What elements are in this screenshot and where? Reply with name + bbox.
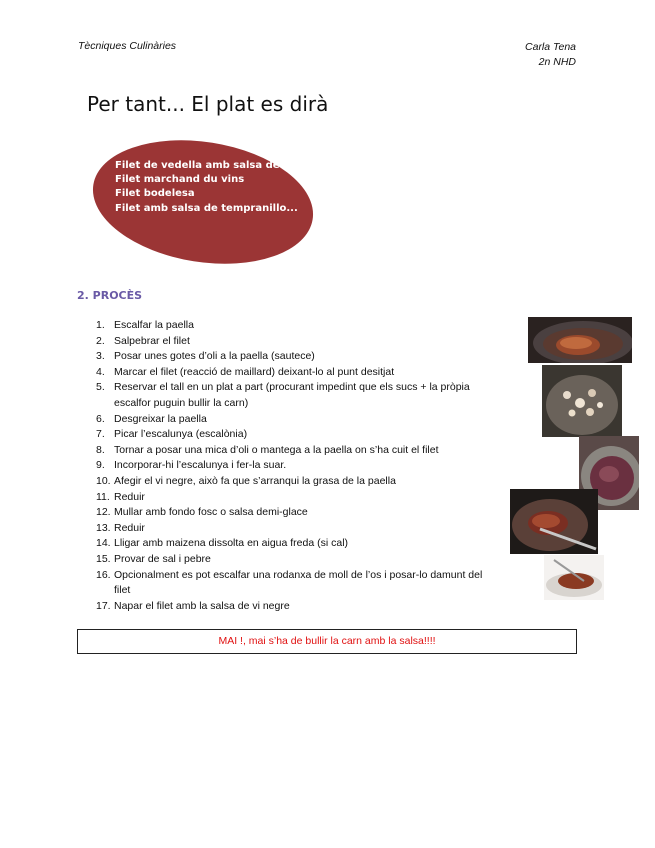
step-number: 3. <box>96 350 105 363</box>
step-text: Incorporar-hi l’escalunya i fer-la suar. <box>114 459 287 472</box>
step-number: 7. <box>96 428 105 441</box>
step-number: 10. <box>96 474 111 487</box>
step-item <box>96 552 496 568</box>
step-text: Napar el filet amb la salsa de vi negre <box>114 599 290 612</box>
step-item <box>96 536 496 552</box>
step-item <box>96 568 496 599</box>
step-number: 2. <box>96 334 105 347</box>
dish-name: Filet amb salsa de tempranillo... <box>115 202 298 214</box>
step-text: Afegir el vi negre, això fa que s’arranqui la grasa de la paella <box>114 474 396 487</box>
step-number: 1. <box>96 319 105 331</box>
step-text: Reservar el tall en un plat a part (procurant impedint que els sucs + la pròpia escalfor puguin bullir la carn) <box>114 381 470 409</box>
step-text: Opcionalment es pot escalfar una rodanxa de moll de l’os i posar-lo damunt del filet <box>114 568 483 597</box>
step-number: 13. <box>96 521 111 534</box>
step-item <box>96 365 496 381</box>
step-item <box>96 380 496 411</box>
step-number: 6. <box>96 412 105 425</box>
process-steps <box>96 318 496 614</box>
dish-names-list <box>115 159 298 216</box>
step-text: Escalfar la paella <box>114 319 194 331</box>
step-item <box>96 474 496 490</box>
warning-box: MAI !, mai s’ha de bullir la carn amb la salsa!!!! <box>77 629 577 654</box>
step-text: Marcar el filet (reacció de maillard) deixant-lo al punt desitjat <box>114 365 395 378</box>
step-item <box>96 458 496 474</box>
step-text: Reduir <box>114 490 145 503</box>
photo-steak-with-spoon <box>510 489 598 554</box>
step-item <box>96 599 496 615</box>
photo-plated-steak <box>544 555 604 600</box>
step-item <box>96 490 496 506</box>
step-number: 16. <box>96 568 111 581</box>
step-number: 8. <box>96 443 105 456</box>
step-text: Picar l’escalunya (escalònia) <box>114 428 248 441</box>
dish-name: Filet de vedella amb salsa de vi <box>115 160 293 171</box>
step-text: Desgreixar la paella <box>114 412 207 425</box>
step-number: 5. <box>96 381 105 394</box>
step-number: 11. <box>96 490 110 503</box>
step-number: 14. <box>96 537 111 550</box>
step-item <box>96 349 496 365</box>
photo-steak-in-pan <box>528 317 632 363</box>
photo-chopped-shallots <box>542 365 622 437</box>
page-title: Per tant... El plat es dirà <box>87 92 329 116</box>
step-item <box>96 318 496 334</box>
step-item <box>96 412 496 428</box>
header-subject: Tècniques Culinàries <box>78 40 177 52</box>
header-author-block <box>525 40 576 70</box>
step-text: Posar unes gotes d’oli a la paella (sautece) <box>114 350 315 363</box>
step-text: Provar de sal i pebre <box>114 552 211 565</box>
step-text: Mullar amb fondo fosc o salsa demi-glace <box>114 506 308 519</box>
header-author: Carla Tena <box>525 41 576 53</box>
step-text: Reduir <box>114 521 145 534</box>
step-number: 17. <box>96 599 111 612</box>
step-number: 9. <box>96 459 105 472</box>
step-item <box>96 334 496 350</box>
step-item <box>96 443 496 459</box>
step-text: Lligar amb maizena dissolta en aigua freda (si cal) <box>114 537 349 550</box>
step-text: Salpebrar el filet <box>114 334 190 347</box>
step-item <box>96 505 496 521</box>
section-heading: 2. PROCÈS <box>77 289 143 302</box>
step-number: 12. <box>96 506 111 519</box>
step-item <box>96 427 496 443</box>
dish-name: Filet bodelesa <box>115 188 195 200</box>
step-number: 4. <box>96 365 105 378</box>
step-text: Tornar a posar una mica d’oli o mantega a la paella on s’ha cuit el filet <box>114 443 439 456</box>
dish-name: Filet marchand du vins <box>115 174 245 186</box>
header-class: 2n NHD <box>538 56 576 68</box>
step-number: 15. <box>96 552 111 565</box>
step-item <box>96 521 496 537</box>
